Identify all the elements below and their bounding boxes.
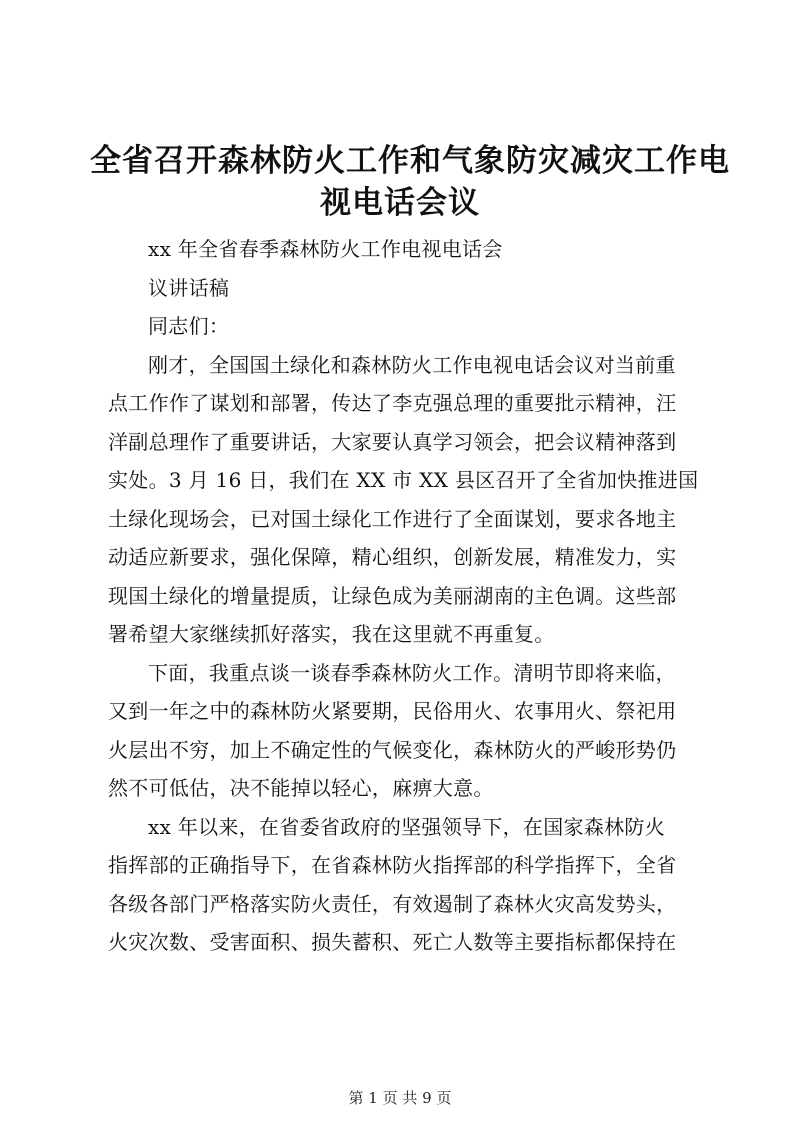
subtitle-line-2: 议讲话稿 [148, 275, 230, 300]
paragraph-1-line-4: 实处。3 月 16 日，我们在 XX 市 XX 县区召开了全省加快推进国 [108, 468, 699, 492]
document-title [90, 140, 730, 224]
document-body [108, 230, 712, 962]
title-line-1: 全省召开森林防火工作和气象防灾减灾工作电 [90, 143, 730, 179]
paragraph-1-line-6: 动适应新要求，强化保障，精心组织，创新发展，精准发力，实 [108, 545, 677, 569]
paragraph-1-line-7: 现国土绿化的增量提质，让绿色成为美丽湖南的主色调。这些部 [108, 583, 677, 608]
paragraph-1-line-8: 署希望大家继续抓好落实，我在这里就不再重复。 [108, 622, 555, 646]
paragraph-2-line-4: 然不可低估，决不能掉以轻心，麻痹大意。 [108, 776, 494, 800]
paragraph-1-line-5: 土绿化现场会，已对国土绿化工作进行了全面谋划，要求各地主 [108, 506, 677, 531]
page-footer: 第 1 页 共 9 页 [348, 1089, 452, 1107]
salutation: 同志们： [148, 314, 230, 338]
paragraph-3-line-3: 各级各部门严格落实防火责任，有效遏制了森林火灾高发势头， [108, 891, 677, 916]
paragraph-3-line-1: xx 年以来，在省委省政府的坚强领导下，在国家森林防火 [148, 814, 666, 839]
paragraph-1-line-3: 洋副总理作了重要讲话，大家要认真学习领会，把会议精神落到 [108, 429, 677, 454]
title-line-2: 视电话会议 [320, 185, 480, 221]
paragraph-1-line-2: 点工作作了谋划和部署，传达了李克强总理的重要批示精神，汪 [108, 391, 677, 415]
paragraph-3-line-2: 指挥部的正确指导下，在省森林防火指挥部的科学指挥下，全省 [108, 853, 677, 877]
paragraph-1-line-1: 刚才，全国国土绿化和森林防火工作电视电话会议对当前重 [148, 352, 676, 377]
paragraph-2-line-3: 火层出不穷，加上不确定性的气候变化，森林防火的严峻形势仍 [108, 737, 677, 762]
paragraph-2-line-2: 又到一年之中的森林防火紧要期，民俗用火、农事用火、祭祀用 [108, 699, 677, 723]
paragraph-3-line-4: 火灾次数、受害面积、损失蓄积、死亡人数等主要指标都保持在 [108, 930, 677, 954]
paragraph-2-line-1: 下面，我重点谈一谈春季森林防火工作。清明节即将来临， [148, 660, 676, 685]
subtitle-line-1: xx 年全省春季森林防火工作电视电话会 [148, 237, 503, 261]
